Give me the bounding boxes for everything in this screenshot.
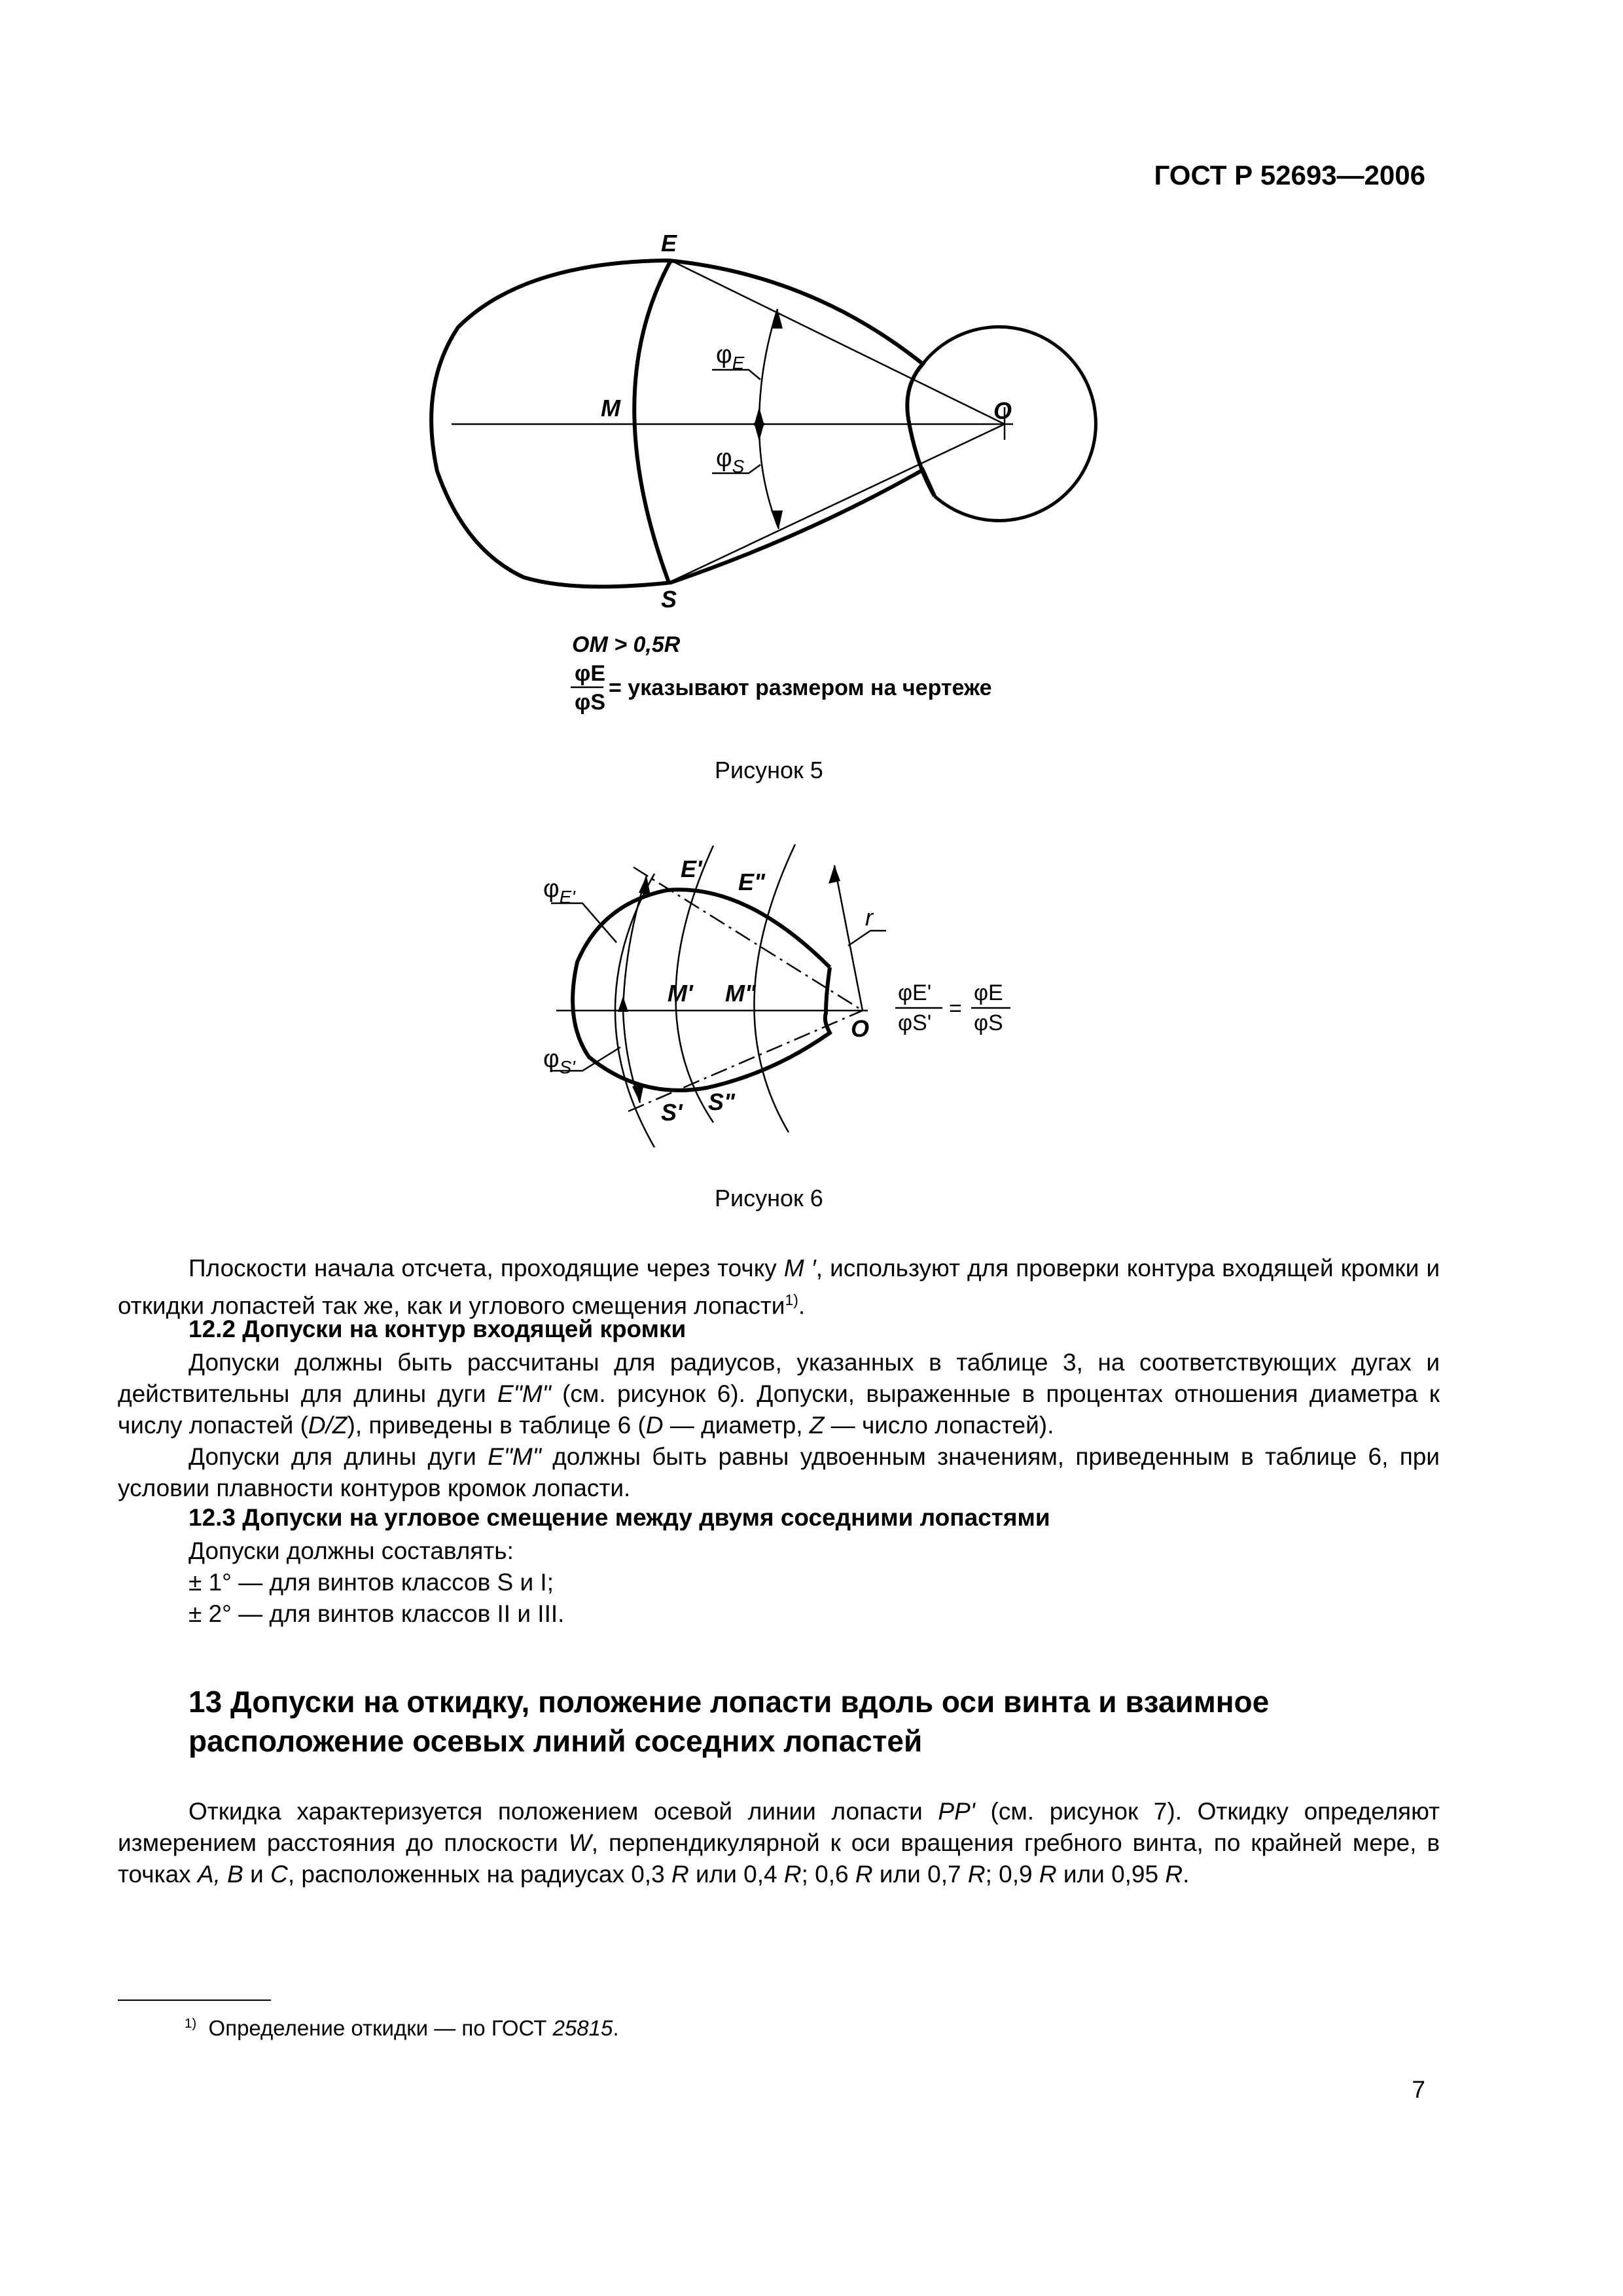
- paragraph-tolerance-contour: Допуски должны быть рассчитаны для радиусов, указанных в таблице 3, на соответствующих дугах и действительны для длины дуги E"M" (см. рисунок 6). Допуски, выраженные в процентах отношения диаметра к числу лопастей (D/Z), приведены в таблице 6 (D — диаметр, Z — число лопастей).: [118, 1349, 1440, 1439]
- ratio-right-num: φE: [974, 980, 1003, 1005]
- label-s: S: [661, 586, 677, 613]
- paragraph-arc-length: Допуски для длины дуги E"M" должны быть равны удвоенным значениям, приведенным в таблице 6, при условии плавности контуров кромок лопасти.: [118, 1443, 1440, 1501]
- ratio-left-den: φS': [898, 1011, 932, 1035]
- leader-r: [848, 931, 886, 946]
- heading-12-3: 12.3 Допуски на угловое смещение между двумя соседними лопастями: [188, 1504, 1050, 1531]
- section-13-title-line-2: расположение осевых линий соседних лопастей: [188, 1724, 923, 1758]
- list-item: ± 1° — для винтов классов S и I;: [188, 1569, 554, 1596]
- label-phi-s1: $\varphi_{S'}$: [543, 1045, 575, 1077]
- arrow: [618, 996, 628, 1012]
- ratio-right-den: φS: [974, 1011, 1003, 1035]
- blade-contour: [573, 889, 830, 1090]
- label-e2: E": [738, 869, 766, 895]
- ratio-equals: =: [949, 996, 962, 1021]
- note-ratio-num: φE: [575, 661, 605, 686]
- note-om: OM > 0,5R: [572, 632, 681, 657]
- figure-6-caption: Рисунок 6: [715, 1185, 823, 1211]
- label-phi-s: $\varphi_S$: [716, 444, 745, 476]
- note-ratio-text: = указывают размером на чертеже: [609, 675, 992, 700]
- paragraph-tolerances-intro: Допуски должны составлять:: [188, 1537, 514, 1564]
- ratio-left-num: φE': [898, 980, 932, 1005]
- arrow: [632, 1084, 644, 1103]
- label-o: O: [993, 397, 1012, 424]
- label-e: E: [661, 230, 677, 257]
- label-m: M: [601, 395, 620, 422]
- label-phi-e: $\varphi_E$: [716, 341, 745, 373]
- label-m1: M': [668, 980, 693, 1007]
- label-s1: S': [661, 1099, 683, 1126]
- arrow: [829, 865, 840, 884]
- section-13-title-line-1: 13 Допуски на откидку, положение лопасти вдоль оси винта и взаимное: [188, 1685, 1270, 1719]
- label-m2: M": [725, 980, 757, 1007]
- label-s2: S": [708, 1088, 736, 1115]
- label-phi-e1: $\varphi_{E'}$: [543, 875, 575, 907]
- paragraph-reference-planes: Плоскости начала отсчета, проходящие через точку M ′, используют для проверки контура входящей кромки и откидки лопастей так же, как и углового смещения лопасти$^{1)}$.: [118, 1255, 1440, 1319]
- figure-5-caption: Рисунок 5: [715, 757, 823, 783]
- footnote-separator: [118, 2000, 271, 2001]
- page-number: 7: [1412, 2076, 1425, 2103]
- leader-phi-e1: [551, 903, 616, 942]
- label-o: O: [851, 1015, 870, 1042]
- label-r: r: [865, 904, 873, 931]
- paragraph-rake-definition: Откидка характеризуется положением осевой линии лопасти PP' (см. рисунок 7). Откидку определяют измерением расстояния до плоскости W, перпендикулярной к оси вращения гребного винта, по крайней мере, в точках A, B и C, расположенных на радиусах 0,3 R или 0,4 R; 0,6 R или 0,7 R; 0,9 R или 0,95 R.: [118, 1798, 1440, 1888]
- line-s-to-o: [628, 1011, 863, 1111]
- footnote: $^{1)}$ Определение откидки — по ГОСТ 25815.: [185, 2016, 619, 2040]
- label-e1: E': [681, 855, 702, 882]
- heading-12-2: 12.2 Допуски на контур входящей кромки: [188, 1316, 687, 1342]
- document-header: ГОСТ Р 52693—2006: [1154, 160, 1425, 190]
- note-ratio-den: φS: [575, 690, 605, 715]
- list-item: ± 2° — для винтов классов II и III.: [188, 1600, 565, 1627]
